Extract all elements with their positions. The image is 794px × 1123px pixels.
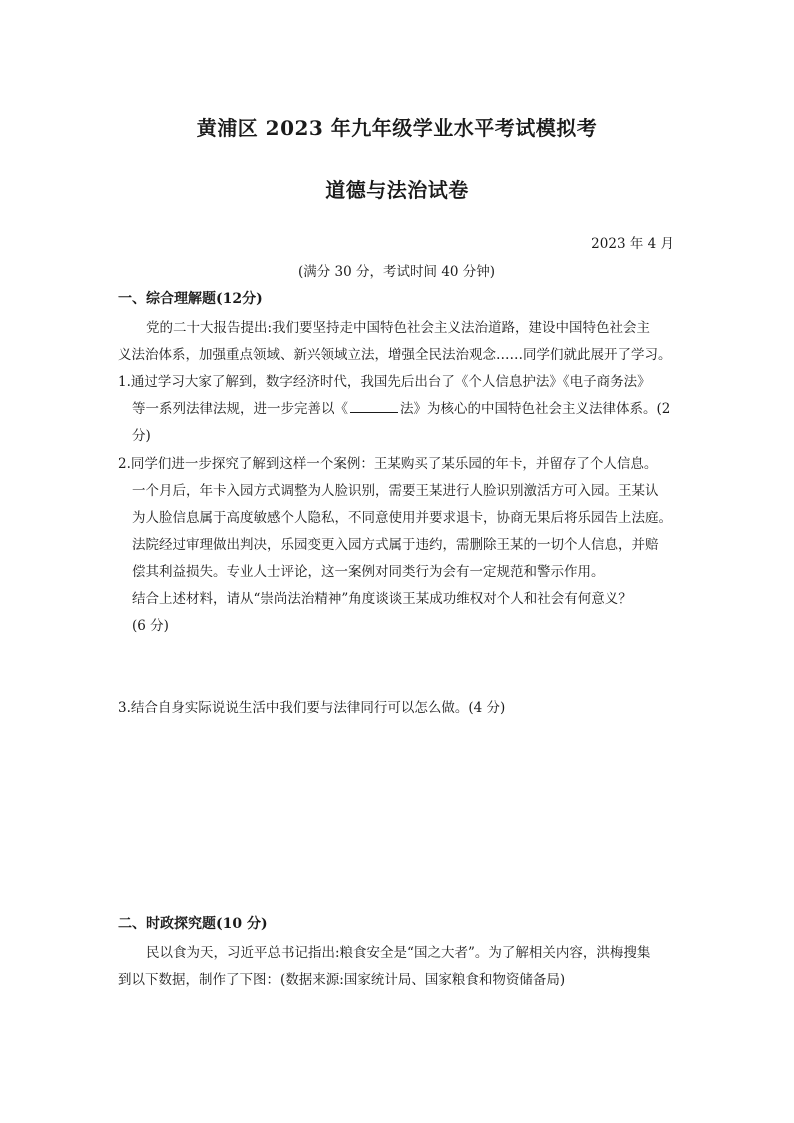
section-2-intro-line-1: 民以食为天，习近平总书记指出:粮食安全是“国之大者”。为了解相关内容，洪梅搜集 (146, 945, 651, 961)
exam-title: 黄浦区 2023 年九年级学业水平考试模拟考 (196, 116, 598, 140)
exam-date: 2023 年 4 月 (591, 236, 674, 252)
section-1-heading: 一、综合理解题(12分) (118, 291, 263, 307)
question-2-line-3: 为人脸信息属于高度敏感个人隐私，不同意使用并要求退卡，协商无果后将乐园告上法庭。 (132, 510, 672, 526)
section-1-intro-line-2: 义法治体系，加强重点领域、新兴领域立法，增强全民法治观念……同学们就此展开了学习。 (118, 347, 672, 363)
question-2-line-5: 偿其利益损失。专业人士评论，这一案例对同类行为会有一定规范和警示作用。 (132, 564, 605, 580)
question-2-line-4: 法院经过审理做出判决，乐园变更入园方式属于违约，需删除王某的一切个人信息，并赔 (132, 537, 659, 553)
answer-blank[interactable] (350, 400, 398, 413)
question-2-line-7: (6 分) (132, 618, 169, 634)
question-3: 3.结合自身实际说说生活中我们要与法律同行可以怎么做。(4 分) (118, 700, 506, 716)
question-1-line-2-after: 法》为核心的中国特色社会主义法律体系。(2 (400, 401, 671, 417)
question-2-line-6: 结合上述材料，请从“崇尚法治精神”角度谈谈王某成功维权对个人和社会有何意义？ (132, 591, 632, 607)
exam-info: (满分 30 分，考试时间 40 分钟) (298, 264, 496, 280)
question-1-line-1: 1.通过学习大家了解到，数字经济时代，我国先后出台了《个人信息护法》《电子商务法》 (118, 374, 651, 390)
question-1-line-2-before: 等一系列法律法规，进一步完善以《 (132, 401, 348, 417)
section-2-intro-line-2: 到以下数据，制作了下图：(数据来源:国家统计局、国家粮食和物资储备局) (118, 972, 566, 988)
question-1-line-2 (132, 397, 670, 417)
exam-subtitle: 道德与法治试卷 (325, 178, 469, 202)
section-2-heading: 二、时政探究题(10 分) (118, 916, 268, 932)
section-1-intro-line-1: 党的二十大报告提出:我们要坚持走中国特色社会主义法治道路，建设中国特色社会主 (146, 320, 651, 336)
question-1-line-3: 分) (132, 428, 151, 444)
question-2-line-1: 2.同学们进一步探究了解到这样一个案例：王某购买了某乐园的年卡，并留存了个人信息。 (118, 456, 658, 472)
question-2-line-2: 一个月后，年卡入园方式调整为人脸识别，需要王某进行人脸识别激活方可入园。王某认 (132, 483, 659, 499)
